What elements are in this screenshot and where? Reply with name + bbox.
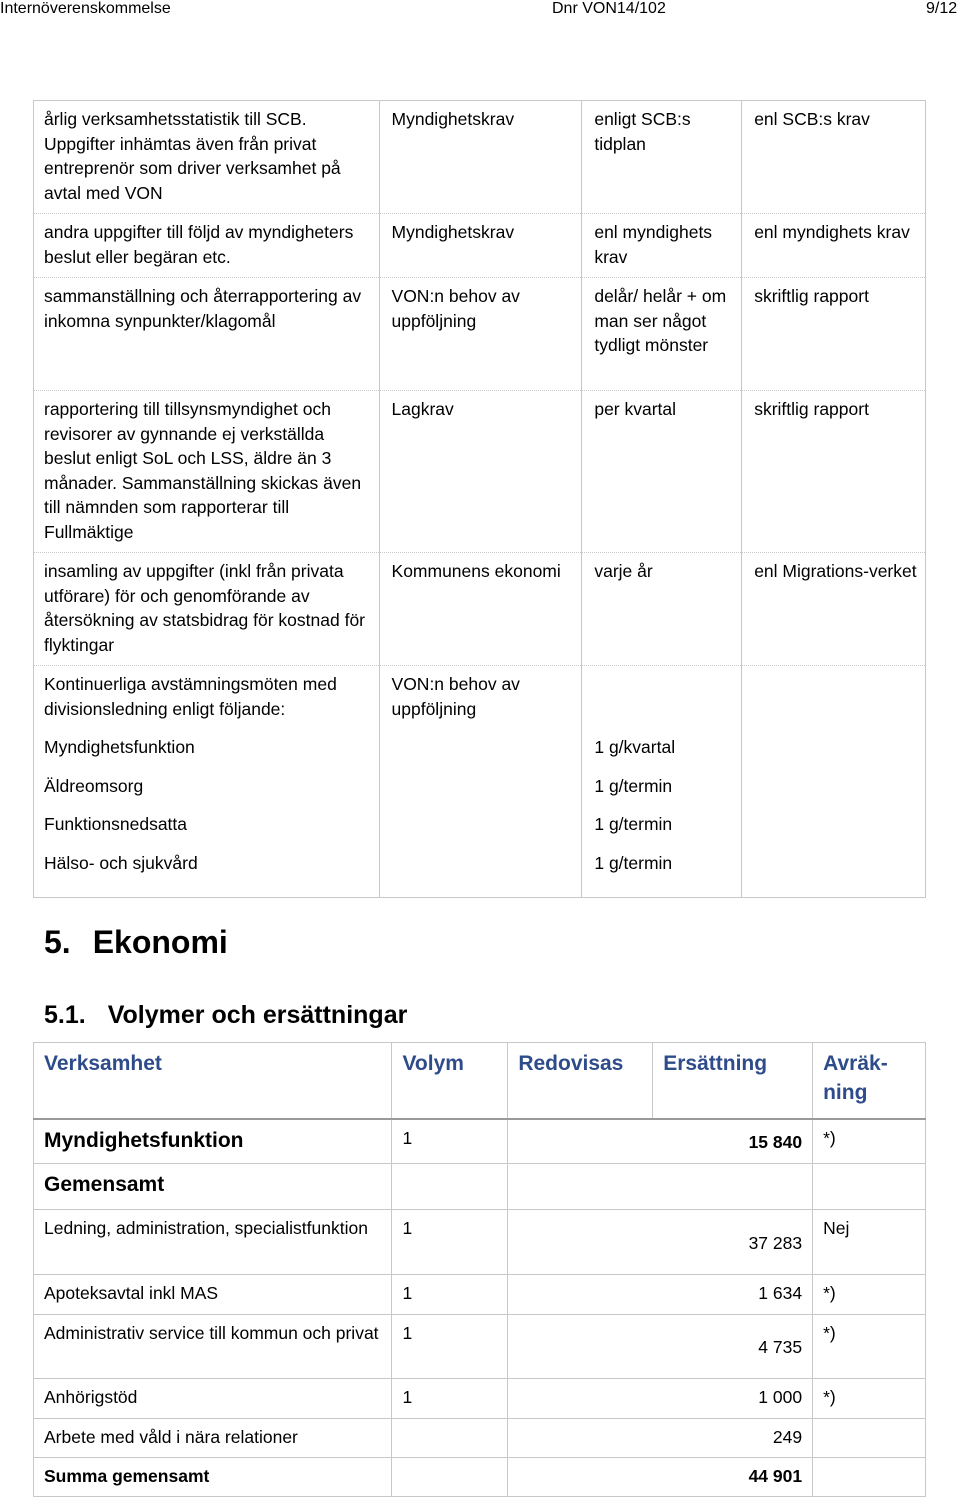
column-header: Ersättning [653,1043,813,1119]
subsection-title: Volymer och ersättningar [107,1001,408,1029]
cell-activity: Administrativ service till kommun och privat [34,1315,392,1379]
cell-reconciliation [813,1419,926,1458]
cell-reconciliation [813,1164,926,1210]
column-header: Volym [392,1043,508,1119]
cell-task: andra uppgifter till följd av myndigheters beslut eller begäran etc. [34,214,380,278]
cell-reconciliation: *) [813,1275,926,1315]
cell-reconciliation: *) [813,1315,926,1379]
cell-task: årlig verksamhetsstatistik till SCB. Uppgifter inhämtas även från privat entreprenör som driver verksamhet på avtal med VON [34,101,380,214]
table-header-row [34,1043,926,1119]
column-header: Verksamhet [34,1043,392,1119]
cell-volume: 1 [392,1210,508,1275]
meeting-intro: Kontinuerliga avstämningsmöten med divisionsledning enligt följande: [44,674,337,719]
cell-frequency: varje år [582,553,742,666]
volumes-table [33,1042,926,1497]
meeting-frequency: 1 g/termin [594,852,673,873]
cell-compensation: 1 634 [508,1275,813,1315]
table-row [34,553,926,666]
meeting-function: Funktionsnedsatta [44,814,188,834]
cell-format: enl myndighets krav [742,214,926,278]
meeting-function: Hälso- och sjukvård [44,852,198,873]
section-number: 5. [44,924,71,960]
table-row [34,1315,926,1379]
cell-basis: Myndighetskrav [379,214,582,278]
cell-volume [392,1458,508,1497]
cell-volume [392,1419,508,1458]
section-title: Ekonomi [92,924,228,960]
cell-compensation: 44 901 [508,1458,813,1497]
cell-activity: Myndighetsfunktion [34,1119,392,1164]
section-heading [44,922,228,962]
cell-activity: Gemensamt [34,1164,392,1210]
cell-compensation: 37 283 [508,1210,813,1275]
page-header [0,0,960,18]
column-header: Redovisas [508,1043,653,1119]
table-row [34,101,926,214]
cell-frequency: enl myndighets krav [582,214,742,278]
cell-basis: VON:n behov av uppföljning [379,278,582,391]
cell-task: rapportering till tillsynsmyndighet och revisorer av gynnande ej verkställda beslut enligt SoL och LSS, äldre än 3 månader. Sammanställning skickas även till nämnden som rapporterar till Fullmäktige [34,391,380,553]
reporting-table [33,100,926,898]
table-row [34,1458,926,1497]
cell-format: enl SCB:s krav [742,101,926,214]
meeting-frequency: 1 g/kvartal [594,737,676,757]
cell-basis: Myndighetskrav [379,101,582,214]
cell-frequency: per kvartal [582,391,742,553]
cell-volume: 1 [392,1275,508,1315]
column-header: Avräk-ning [813,1043,926,1119]
meeting-frequency: 1 g/termin [594,814,673,834]
cell-task: sammanställning och återrapportering av inkomna synpunkter/klagomål [34,278,380,391]
subsection-number: 5.1. [44,1001,86,1029]
cell-volume: 1 [392,1379,508,1419]
cell-reconciliation [813,1458,926,1497]
cell-compensation: 4 735 [508,1315,813,1379]
cell-task [34,666,380,898]
cell-compensation: 1 000 [508,1379,813,1419]
cell-compensation: 249 [508,1419,813,1458]
cell-volume: 1 [392,1119,508,1164]
meeting-function: Myndighetsfunktion [44,737,195,757]
subsection-heading [44,998,407,1032]
cell-frequency: enligt SCB:s tidplan [582,101,742,214]
cell-volume [392,1164,508,1210]
table-row [34,666,926,898]
table-row [34,1119,926,1164]
cell-basis: VON:n behov av uppföljning [379,666,582,898]
cell-activity: Arbete med våld i nära relationer [34,1419,392,1458]
table-row [34,1210,926,1275]
cell-compensation: 15 840 [508,1119,813,1164]
page-number: 9/12 [926,0,958,17]
cell-format: skriftlig rapport [742,391,926,553]
table-row [34,391,926,553]
table-row [34,1379,926,1419]
cell-frequency: delår/ helår + om man ser något tydligt mönster [582,278,742,391]
table-row [34,278,926,391]
table-row [34,214,926,278]
cell-frequency [582,666,742,898]
cell-compensation [508,1164,813,1210]
cell-format [742,666,926,898]
cell-activity: Summa gemensamt [34,1458,392,1497]
table-row [34,1275,926,1315]
cell-reconciliation: *) [813,1119,926,1164]
meeting-frequency: 1 g/termin [594,775,673,796]
document-title: Internöverenskommelse [0,0,171,17]
cell-format: enl Migrations-verket [742,553,926,666]
cell-activity: Apoteksavtal inkl MAS [34,1275,392,1315]
table-row [34,1164,926,1210]
meeting-function: Äldreomsorg [44,775,144,796]
cell-format: skriftlig rapport [742,278,926,391]
cell-reconciliation: *) [813,1379,926,1419]
cell-activity: Ledning, administration, specialistfunktion [34,1210,392,1275]
document-number: Dnr VON14/102 [552,0,666,17]
cell-reconciliation: Nej [813,1210,926,1275]
cell-activity: Anhörigstöd [34,1379,392,1419]
cell-basis: Kommunens ekonomi [379,553,582,666]
cell-volume: 1 [392,1315,508,1379]
cell-basis: Lagkrav [379,391,582,553]
cell-task: insamling av uppgifter (inkl från privata utförare) för och genomförande av återsökning av statsbidrag för kostnad för flyktingar [34,553,380,666]
table-row [34,1419,926,1458]
